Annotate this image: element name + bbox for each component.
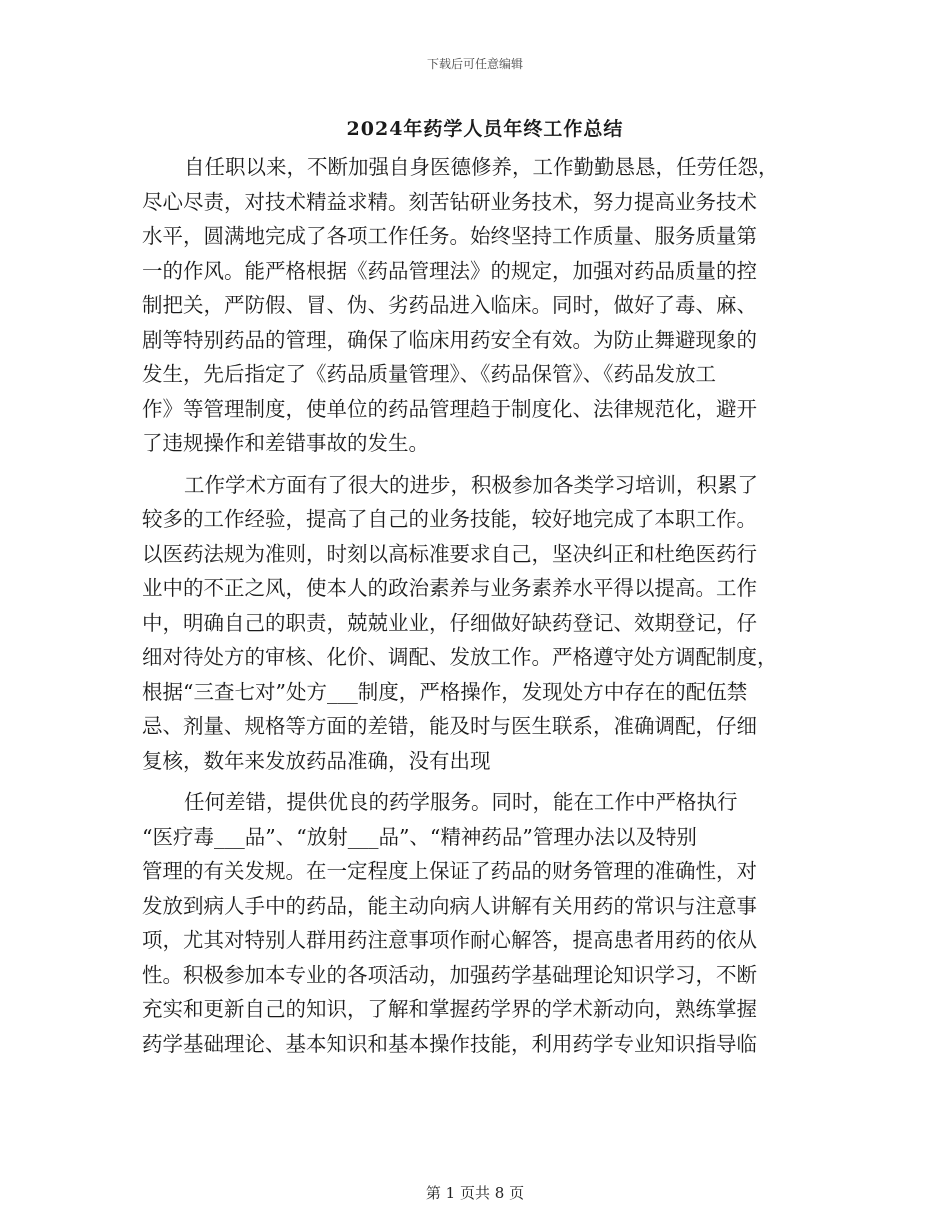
text-line: 细对待处方的审核、化价、调配、发放工作。严格遵守处方调配制度， bbox=[142, 645, 778, 669]
text-line: 制把关，严防假、冒、伪、劣药品进入临床。同时，做好了毒、麻、 bbox=[142, 293, 757, 317]
document-title: 2024年药学人员年终工作总结 bbox=[346, 118, 624, 140]
text-line: 水平，圆满地完成了各项工作任务。始终坚持工作质量、服务质量第 bbox=[142, 224, 757, 248]
text-line: 发生，先后指定了《药品质量管理》、《药品保管》、《药品发放工 bbox=[142, 362, 716, 386]
text-line: 任何差错，提供优良的药学服务。同时，能在工作中严格执行 bbox=[184, 790, 738, 814]
text-line: 忌、剂量、规格等方面的差错，能及时与医生联系，准确调配，仔细 bbox=[142, 714, 757, 738]
paragraph bbox=[142, 785, 807, 1061]
page-footer: 第 1 页共 8 页 bbox=[425, 1184, 525, 1202]
paragraph bbox=[142, 150, 807, 461]
document-body bbox=[142, 150, 807, 1061]
text-line: 尽心尽责，对技术精益求精。刻苦钻研业务技术，努力提高业务技术 bbox=[142, 189, 757, 214]
text-line: 工作学术方面有了很大的进步，积极参加各类学习培训，积累了 bbox=[184, 472, 758, 497]
header-note: 下载后可任意编辑 bbox=[426, 57, 523, 71]
text-line: 较多的工作经验，提高了自己的业务技能，较好地完成了本职工作。 bbox=[142, 507, 757, 531]
text-line: 发放到病人手中的药品，能主动向病人讲解有关用药的常识与注意事 bbox=[142, 893, 757, 918]
text-line: 一的作风。能严格根据《药品管理法》的规定，加强对药品质量的控 bbox=[142, 258, 757, 283]
text-line: 作》等管理制度，使单位的药品管理趋于制度化、法律规范化，避开 bbox=[142, 396, 757, 421]
text-line: 以医药法规为准则，时刻以高标准要求自己，坚决纠正和杜绝医药行 bbox=[142, 541, 757, 566]
text-line: 业中的不正之风，使本人的政治素养与业务素养水平得以提高。工作 bbox=[142, 576, 757, 600]
text-line: 复核，数年来发放药品准确，没有出现 bbox=[142, 748, 491, 773]
text-line: 性。积极参加本专业的各项活动，加强药学基础理论知识学习，不断 bbox=[142, 962, 757, 987]
text-line: 根据“三查七对”处方___制度，严格操作，发现处方中存在的配伍禁 bbox=[142, 679, 748, 704]
text-line: 中，明确自己的职责，兢兢业业，仔细做好缺药登记、效期登记，仔 bbox=[142, 610, 757, 635]
text-line: 充实和更新自己的知识，了解和掌握药学界的学术新动向，熟练掌握 bbox=[142, 997, 757, 1021]
text-line: 自任职以来，不断加强自身医德修养，工作勤勤恳恳，任劳任怨， bbox=[184, 155, 779, 179]
paragraph bbox=[142, 468, 807, 779]
text-line: 药学基础理论、基本知识和基本操作技能，利用药学专业知识指导临 bbox=[142, 1031, 757, 1056]
text-line: 剧等特别药品的管理，确保了临床用药安全有效。为防止舞避现象的 bbox=[142, 327, 757, 352]
text-line: 项，尤其对特别人群用药注意事项作耐心解答，提高患者用药的依从 bbox=[142, 928, 757, 952]
text-line: 管理的有关发规。在一定程度上保证了药品的财务管理的准确性，对 bbox=[142, 859, 757, 883]
text-line: 了违规操作和差错事故的发生。 bbox=[142, 431, 429, 455]
text-line: “医疗毒___品”、“放射___品”、“精神药品”管理办法以及特别 bbox=[142, 824, 697, 849]
